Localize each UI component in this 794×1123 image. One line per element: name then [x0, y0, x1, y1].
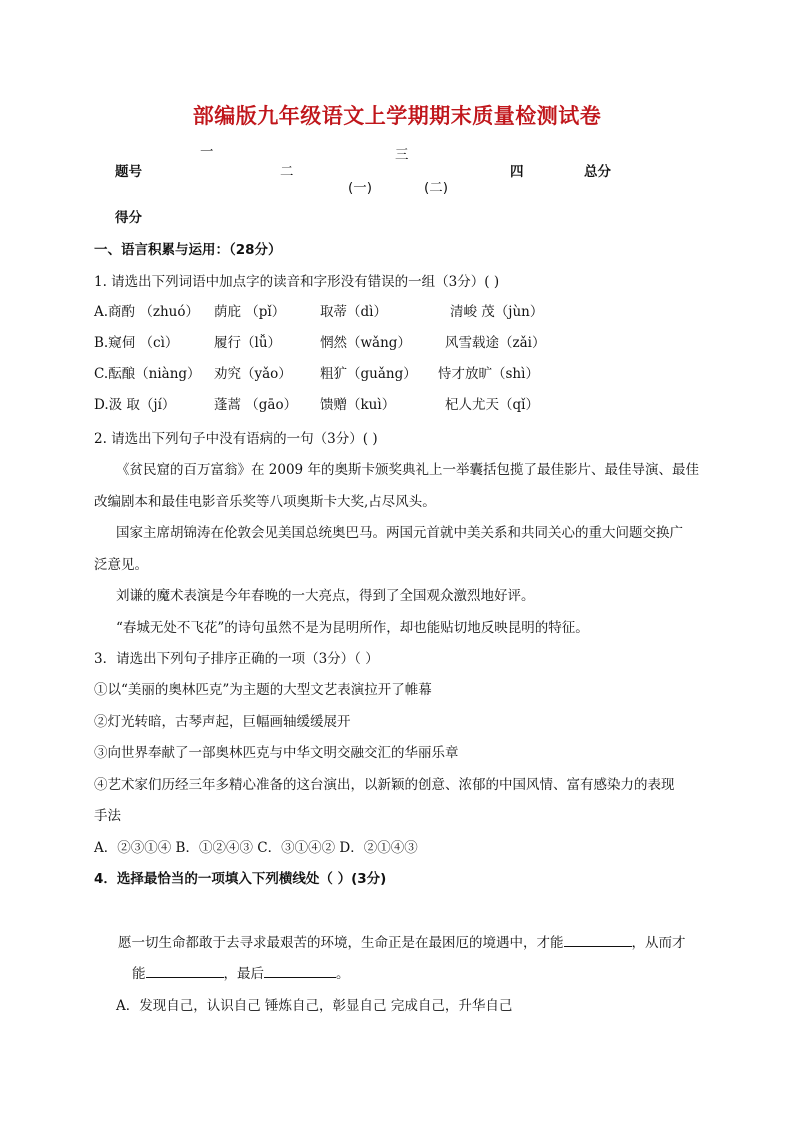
- score-table-col-three-sub1: (一): [348, 180, 373, 196]
- question-3-item-4-line2: 手法: [94, 808, 121, 824]
- question-1-stem: 1. 请选出下列词语中加点字的读音和字形没有错误的一组（3分）( ): [94, 274, 500, 290]
- option-a-2: 荫庇 （pǐ）: [214, 304, 286, 320]
- exam-title: 部编版九年级语文上学期期末质量检测试卷: [192, 104, 602, 128]
- option-b-3: 惘然（wǎng）: [320, 335, 411, 351]
- option-d-1: D.汲 取（jí）: [94, 397, 176, 413]
- question-2-stem: 2. 请选出下列句子中没有语病的一句（3分）( ): [94, 431, 378, 447]
- score-table-defen-label: 得分: [115, 210, 142, 226]
- option-c-4: 恃才放旷（shì）: [438, 366, 539, 382]
- option-b-2: 履行（lǚ）: [214, 335, 282, 351]
- question-4-passage-text-b: ，从而才: [631, 935, 686, 951]
- question-3-options: A．②③①④ B．①②④③ C．③①④② D．②①④③: [94, 840, 418, 856]
- score-table-col-four: 四: [510, 164, 524, 180]
- score-table-col-three-sub2: (二): [424, 180, 449, 196]
- option-b-4: 风雪载途（zǎi）: [445, 335, 546, 351]
- option-b-1: B.窥伺 （cì）: [94, 335, 179, 351]
- score-table-col-three: 三: [395, 147, 409, 163]
- option-d-3: 馈赠（kuì）: [320, 397, 396, 413]
- question-2-sentence-d: “春城无处不飞花”的诗句虽然不是为昆明所作，却也能贴切地反映昆明的特征。: [116, 620, 589, 636]
- fill-blank-3[interactable]: [264, 963, 336, 978]
- question-4-passage-text-c: 能: [132, 966, 146, 982]
- option-d-4: 杞人尤天（qǐ）: [445, 397, 539, 413]
- fill-blank-1[interactable]: [564, 932, 632, 947]
- question-4-stem: 4．选择最恰当的一项填入下列横线处（ ）(3分): [94, 871, 387, 887]
- question-2-sentence-a-line1: 《贫民窟的百万富翁》在 2009 年的奥斯卡颁奖典礼上一举囊括包揽了最佳影片、最佳导演、最佳: [116, 462, 699, 478]
- option-c-3: 粗犷（guǎng）: [320, 366, 417, 382]
- question-3-item-3: ③向世界奉献了一部奥林匹克与中华文明交融交汇的华丽乐章: [94, 745, 459, 761]
- question-2-sentence-c: 刘谦的魔术表演是今年春晚的一大亮点，得到了全国观众激烈地好评。: [116, 588, 535, 604]
- question-3-item-2: ②灯光转暗，古琴声起，巨幅画轴缓缓展开: [94, 714, 351, 730]
- option-a-4: 清峻 茂（jùn）: [450, 304, 544, 320]
- score-table-tihao-label: 题号: [115, 164, 142, 180]
- question-4-passage-text-a: 愿一切生命都敢于去寻求最艰苦的环境，生命正是在最困厄的境遇中，才能: [118, 935, 564, 951]
- question-2-sentence-b-line1: 国家主席胡锦涛在伦敦会见美国总统奥巴马。两国元首就中美关系和共同关心的重大问题交换广: [116, 525, 683, 541]
- score-table-col-two: 二: [280, 164, 294, 180]
- question-4-passage-text-e: 。: [336, 966, 350, 982]
- question-4-option-a: A．发现自己，认识自己 锤炼自己，彰显自己 完成自己，升华自己: [116, 998, 513, 1014]
- option-a-3: 取蒂（dì）: [320, 304, 387, 320]
- question-4-passage-text-d: ，最后: [223, 966, 264, 982]
- question-2-sentence-a-line2: 改编剧本和最佳电影音乐奖等八项奥斯卡大奖,占尽风头。: [94, 494, 436, 510]
- score-table-col-one: 一: [200, 144, 214, 160]
- option-c-1: C.酝酿（niàng）: [94, 366, 201, 382]
- option-d-2: 蓬蒿 （gāo）: [214, 397, 298, 413]
- question-2-sentence-b-line2: 泛意见。: [94, 557, 148, 573]
- option-a-1: A.商酌 （zhuó）: [94, 304, 199, 320]
- question-3-stem: 3．请选出下列句子排序正确的一项（3分）（ ）: [94, 651, 379, 667]
- question-4-passage-line1: [118, 931, 686, 951]
- fill-blank-2[interactable]: [146, 963, 224, 978]
- question-4-passage-line2: [132, 962, 350, 982]
- option-c-2: 劝究（yǎo）: [214, 366, 292, 382]
- question-3-item-1: ①以“美丽的奥林匹克”为主题的大型文艺表演拉开了帷幕: [94, 682, 432, 698]
- question-3-item-4-line1: ④艺术家们历经三年多精心准备的这台演出，以新颖的创意、浓郁的中国风情、富有感染力的表现: [94, 777, 675, 793]
- section-heading: 一、语言积累与运用：（28分）: [94, 242, 282, 258]
- score-table-col-total: 总分: [584, 164, 611, 180]
